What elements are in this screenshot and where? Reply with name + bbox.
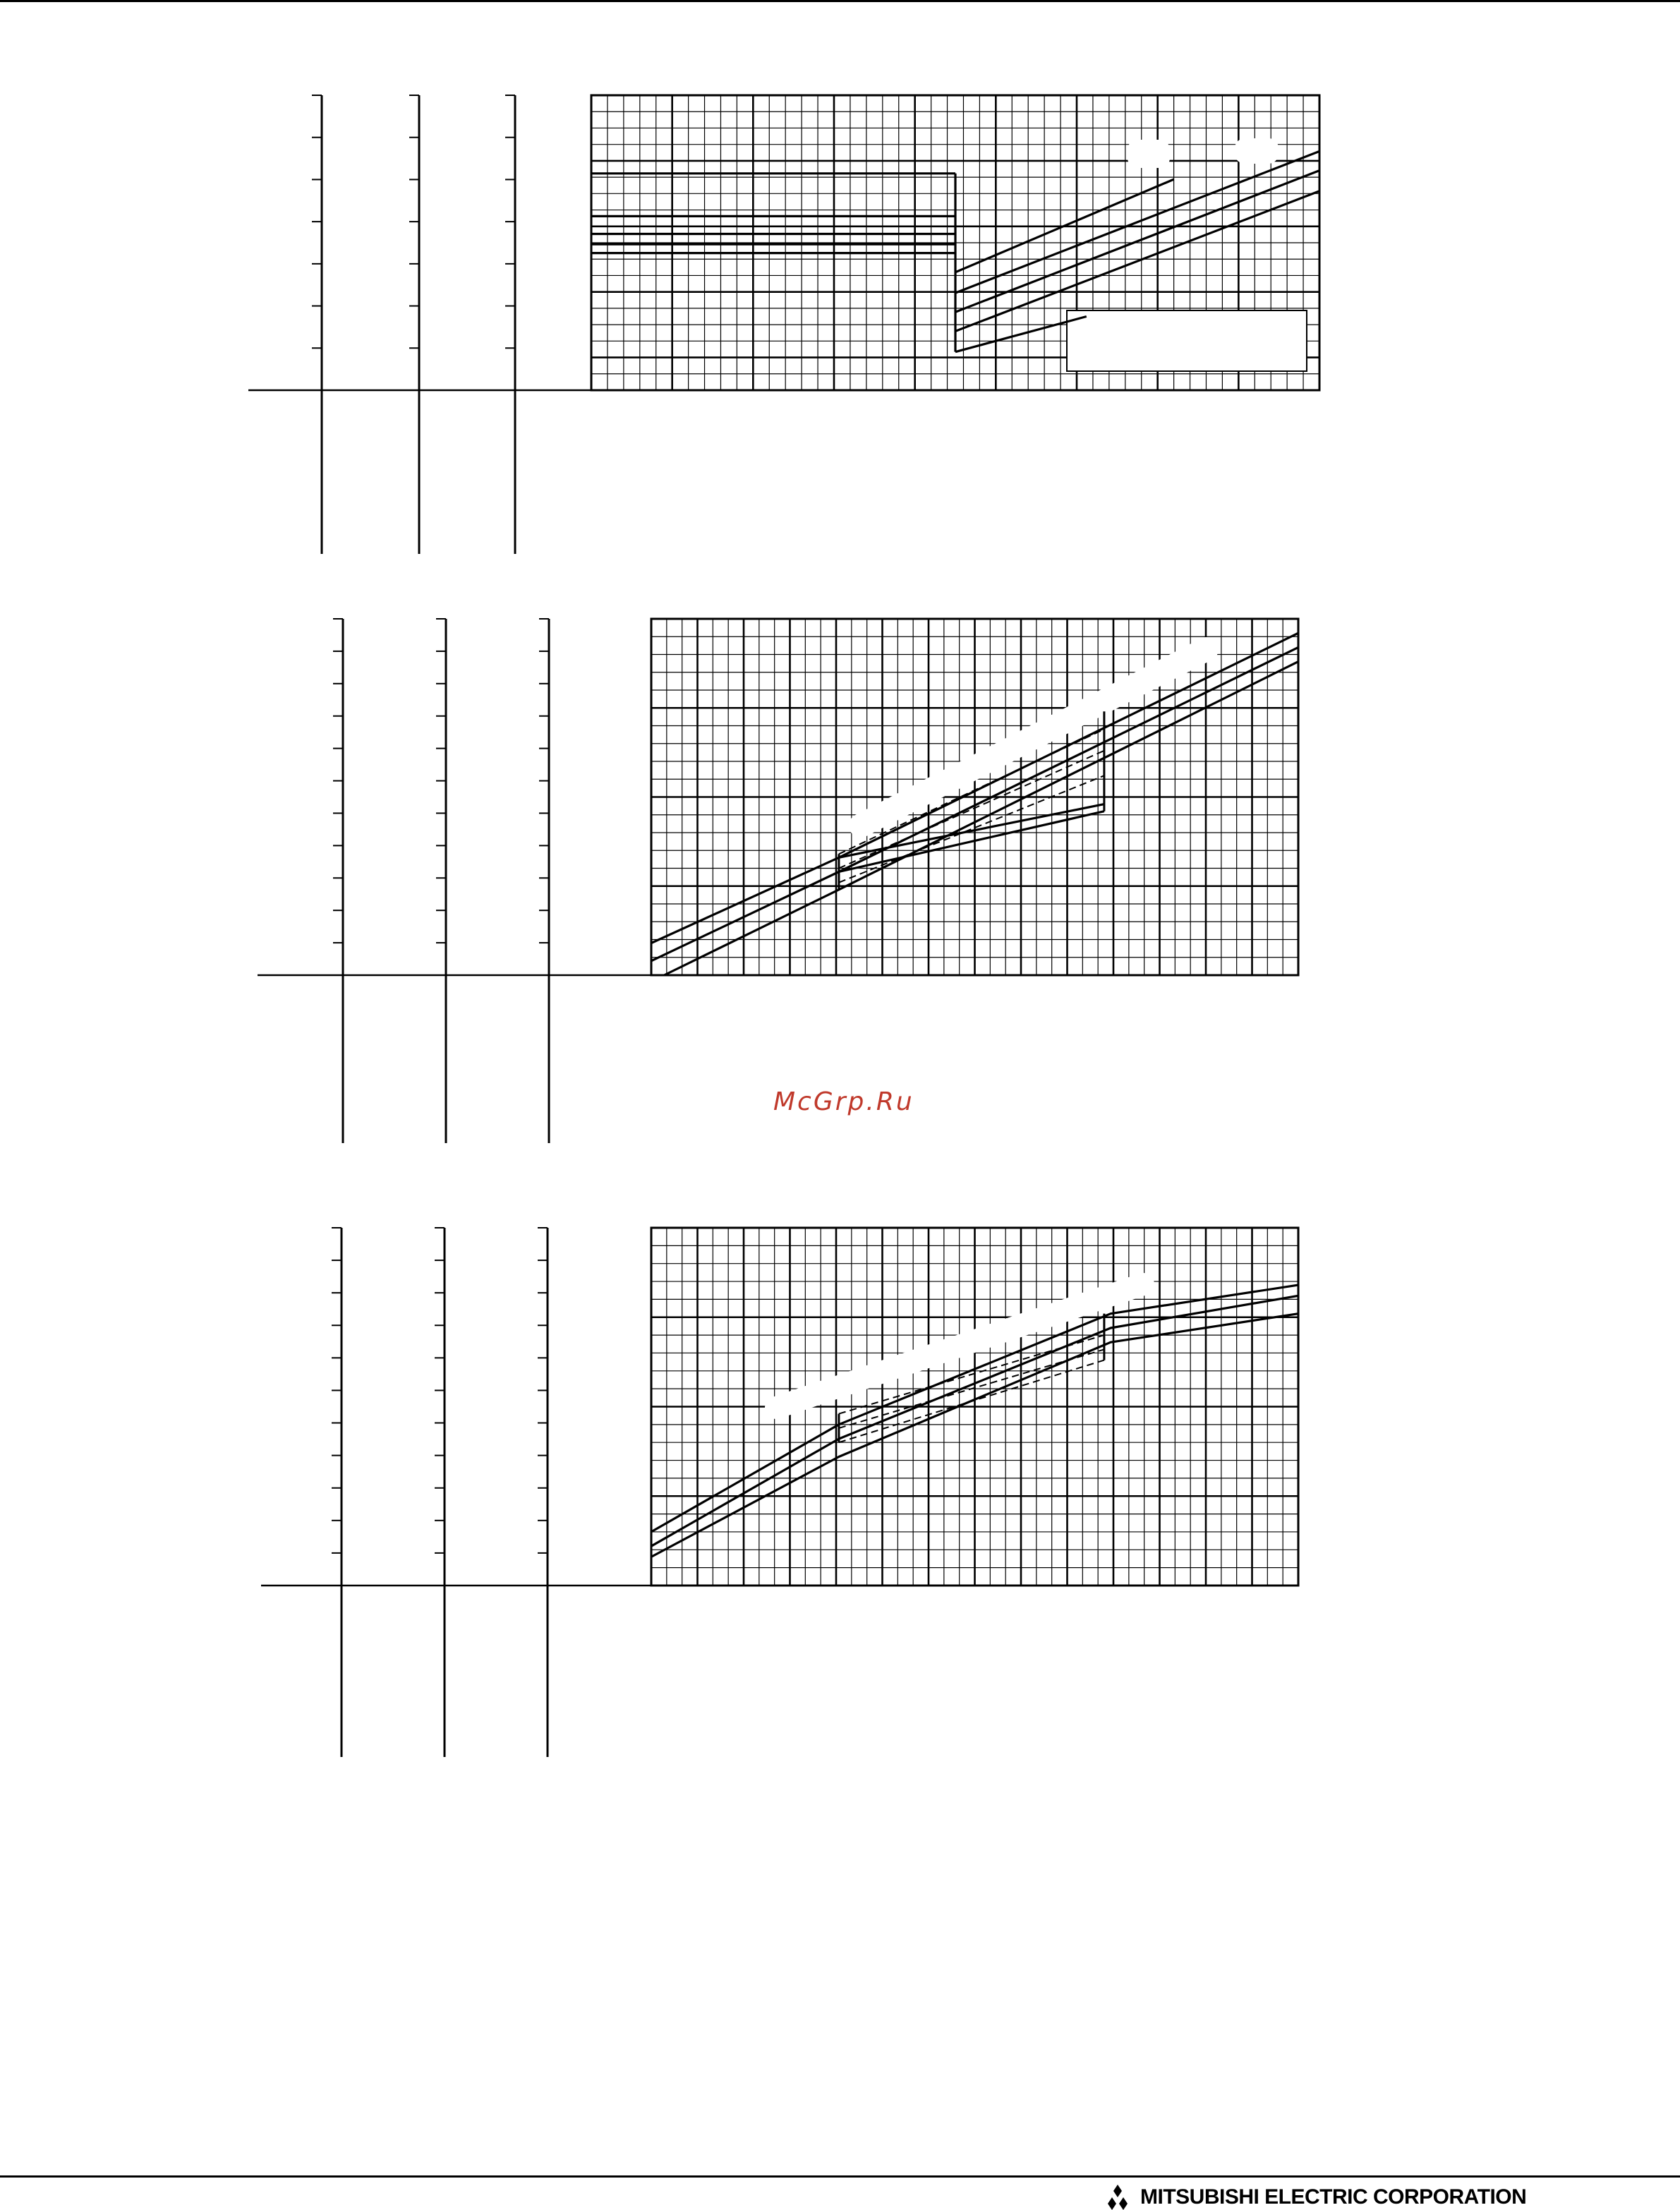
chart-1 — [248, 95, 1319, 554]
label-gap — [1128, 140, 1170, 168]
label-gap — [861, 649, 1207, 826]
series-rise-2 — [955, 151, 1319, 293]
grid — [651, 619, 1298, 975]
series-rise-3 — [955, 171, 1319, 313]
label-gap — [1235, 138, 1279, 164]
grid — [651, 1228, 1298, 1586]
footer-brand — [1101, 2185, 1526, 2210]
legend-box — [1067, 310, 1307, 371]
chart-2 — [258, 619, 1298, 1143]
company-name: MITSUBISHI ELECTRIC CORPORATION — [1140, 2185, 1527, 2209]
three-diamonds-icon — [1101, 2185, 1135, 2210]
watermark-text: McGrp.Ru — [773, 1087, 914, 1116]
footer-rule — [0, 2175, 1680, 2178]
chart-3 — [261, 1228, 1298, 1757]
